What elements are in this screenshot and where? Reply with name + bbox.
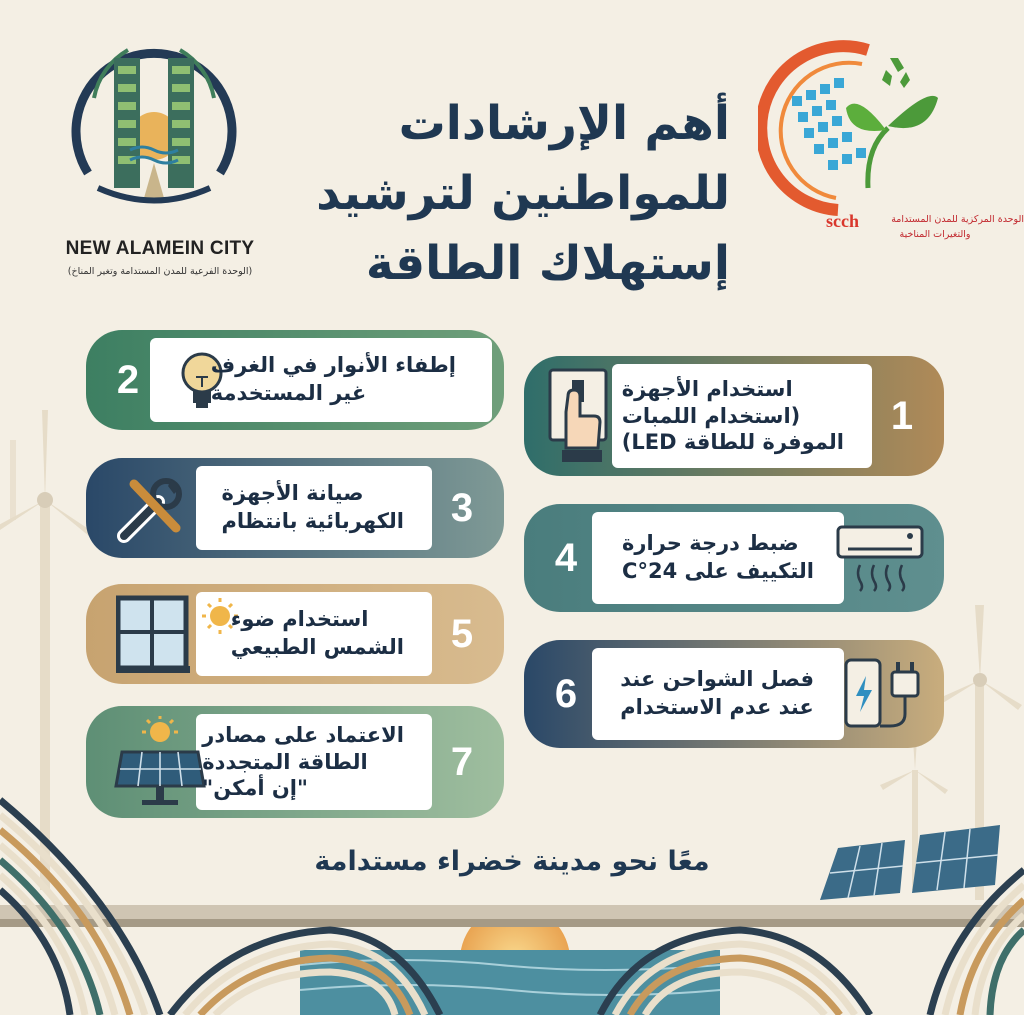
tip-number: 1 <box>890 393 914 438</box>
tip-line: استخدام الأجهزة <box>621 376 793 401</box>
tip-card-5 <box>86 584 504 684</box>
tip-card-1 <box>524 356 944 476</box>
light-switch-icon <box>546 366 614 466</box>
tip-line: الكهربائية بانتظام <box>221 509 404 533</box>
new-alamein-emblem-icon <box>68 28 240 216</box>
scch-wordmark: scch <box>826 211 859 231</box>
tip-line: الاعتماد على مصادر <box>202 722 404 747</box>
new-alamein-logo <box>68 28 240 216</box>
tip-line: "إن أمكن" <box>202 776 308 801</box>
solar-panel-icon <box>112 714 208 810</box>
bridge <box>0 905 1024 919</box>
tip-line: عند عدم الاستخدام <box>620 695 814 719</box>
new-alamein-subtitle: (الوحدة الفرعية للمدن المستدامة وتغير المناخ) <box>67 266 253 277</box>
tip-line: (استخدام اللمبات <box>621 403 801 428</box>
scch-emblem-icon <box>758 38 948 218</box>
tip-number: 5 <box>450 611 474 656</box>
phone-charger-icon <box>840 654 930 734</box>
tip-line: استخدام ضوء <box>230 607 369 632</box>
tip-card-6 <box>524 640 944 748</box>
tip-number: 7 <box>450 739 474 784</box>
tip-card-3 <box>86 458 504 558</box>
tip-line: الموفرة للطاقة LED) <box>621 430 844 455</box>
footer-slogan: معًا نحو مدينة خضراء مستدامة <box>314 846 710 877</box>
tip-line: إطفاء الأنوار في الغرف <box>210 353 456 378</box>
scch-name-line2: والتغيرات المناخية <box>899 229 971 240</box>
tip-line: التكييف على 24°C <box>622 559 814 583</box>
tip-line: صيانة الأجهزة <box>221 481 364 506</box>
title-line-2: للمواطنين لترشيد <box>316 166 730 221</box>
tools-icon <box>114 470 190 546</box>
tip-card-7 <box>86 706 504 818</box>
tip-line: فصل الشواحن عند <box>620 667 814 692</box>
tip-number: 2 <box>116 357 140 402</box>
tip-card-2 <box>86 330 504 430</box>
scch-logo <box>758 38 948 218</box>
title-line-1: أهم الإرشادات <box>398 96 730 151</box>
new-alamein-name: NEW ALAMEIN CITY <box>65 238 255 259</box>
tip-line: غير المستخدمة <box>210 381 367 405</box>
scch-name-line1: الوحدة المركزية للمدن المستدامة <box>891 214 1024 225</box>
tip-number: 6 <box>554 671 578 716</box>
tip-line: الطاقة المتجددة <box>202 749 368 774</box>
air-conditioner-icon <box>834 523 926 593</box>
title-line-3: إستهلاك الطاقة <box>365 236 730 291</box>
tip-number: 3 <box>450 485 474 530</box>
recycle-icon <box>882 58 910 88</box>
tip-card-4 <box>524 504 944 612</box>
tip-line: ضبط درجة حرارة <box>622 531 799 556</box>
tip-number: 4 <box>554 535 578 580</box>
tip-line: الشمس الطبيعي <box>230 635 404 659</box>
window-sun-icon <box>116 594 246 674</box>
